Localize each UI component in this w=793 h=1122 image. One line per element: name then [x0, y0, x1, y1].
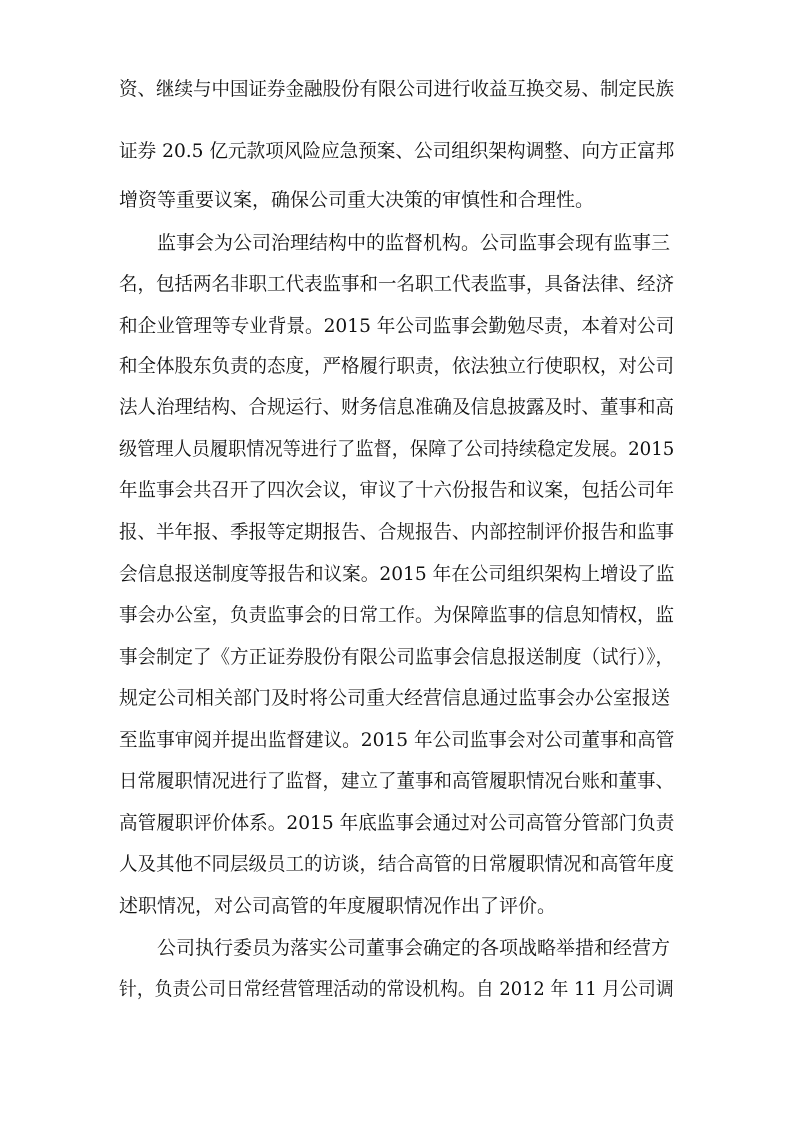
- text-line: 级管理人员履职情况等进行了监督，保障了公司持续稳定发展。2015: [119, 438, 675, 460]
- paragraph-first-line: 监事会为公司治理结构中的监督机构。公司监事会现有监事三: [157, 232, 671, 254]
- text-line: 述职情况，对公司高管的年度履职情况作出了评价。: [119, 895, 557, 917]
- text-line: 名，包括两名非职工代表监事和一名职工代表监事，具备法律、经济: [119, 273, 675, 295]
- text-line: 资、继续与中国证券金融股份有限公司进行收益互换交易、制定民族: [119, 78, 675, 100]
- text-line: 至监事审阅并提出监督建议。2015 年公司监事会对公司董事和高管: [119, 729, 675, 751]
- text-line: 和企业管理等专业背景。2015 年公司监事会勤勉尽责，本着对公司: [119, 315, 675, 337]
- text-line: 高管履职评价体系。2015 年底监事会通过对公司高管分管部门负责: [119, 812, 675, 834]
- text-line: 证券 20.5 亿元款项风险应急预案、公司组织架构调整、向方正富邦: [119, 140, 675, 162]
- text-line: 和全体股东负责的态度，严格履行职责，依法独立行使职权，对公司: [119, 355, 675, 377]
- text-line: 事会制定了《方正证券股份有限公司监事会信息报送制度（试行）》，: [119, 646, 675, 668]
- text-line: 会信息报送制度等报告和议案。2015 年在公司组织架构上增设了监: [119, 563, 675, 585]
- text-line: 年监事会共召开了四次会议，审议了十六份报告和议案，包括公司年: [119, 479, 675, 501]
- text-line: 报、半年报、季报等定期报告、合规报告、内部控制评价报告和监事: [119, 521, 675, 543]
- text-line: 针，负责公司日常经营管理活动的常设机构。自 2012 年 11 月公司调: [119, 978, 674, 1000]
- text-line: 人及其他不同层级员工的访谈，结合高管的日常履职情况和高管年度: [119, 853, 675, 875]
- text-line: 日常履职情况进行了监督，建立了董事和高管履职情况台账和董事、: [119, 770, 675, 792]
- text-line: 增资等重要议案，确保公司重大决策的审慎性和合理性。: [119, 189, 595, 211]
- paragraph-first-line: 公司执行委员为落实公司董事会确定的各项战略举措和经营方: [157, 937, 671, 959]
- text-line: 规定公司相关部门及时将公司重大经营信息通过监事会办公室报送: [119, 687, 671, 709]
- text-line: 事会办公室，负责监事会的日常工作。为保障监事的信息知情权，监: [119, 604, 675, 626]
- text-line: 法人治理结构、合规运行、财务信息准确及信息披露及时、董事和高: [119, 396, 675, 418]
